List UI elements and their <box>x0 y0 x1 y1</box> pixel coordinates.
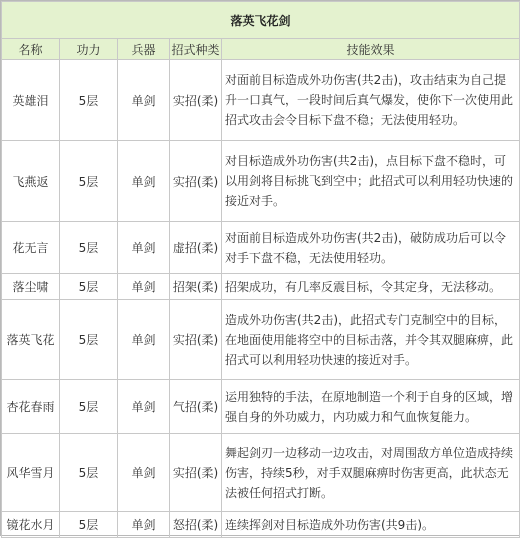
table-row <box>2 300 520 380</box>
table-row <box>2 380 520 434</box>
skill-effect: 对目标造成外功伤害(共2击)，点目标下盘不稳时，可以用剑将目标挑飞到空中；此招式可以利用轻功快速的接近对手。 <box>222 141 520 222</box>
skill-effect: 连续挥剑对目标造成外功伤害(共9击)。 <box>222 512 520 538</box>
skill-weapon: 单剑 <box>118 60 170 141</box>
skill-power: 5层 <box>60 141 118 222</box>
skill-power: 5层 <box>60 434 118 512</box>
skill-weapon: 单剑 <box>118 222 170 274</box>
skill-type: 实招(柔) <box>170 434 222 512</box>
table-row <box>2 512 520 538</box>
skill-effect: 对面前目标造成外功伤害(共2击)，破防成功后可以令对手下盘不稳，无法使用轻功。 <box>222 222 520 274</box>
skill-power: 5层 <box>60 274 118 300</box>
skill-power: 5层 <box>60 512 118 538</box>
skill-weapon: 单剑 <box>118 380 170 434</box>
skill-weapon: 单剑 <box>118 512 170 538</box>
skill-type: 虚招(柔) <box>170 222 222 274</box>
header-effect: 技能效果 <box>222 39 520 60</box>
skill-type: 实招(柔) <box>170 300 222 380</box>
skill-power: 5层 <box>60 300 118 380</box>
skill-power: 5层 <box>60 60 118 141</box>
table-row <box>2 274 520 300</box>
skill-effect: 运用独特的手法，在原地制造一个利于自身的区域，增强自身的外功威力，内功威力和气血恢复能力。 <box>222 380 520 434</box>
skill-weapon: 单剑 <box>118 434 170 512</box>
skill-name: 杏花春雨 <box>2 380 60 434</box>
skill-name: 落英飞花 <box>2 300 60 380</box>
skill-type: 气招(柔) <box>170 380 222 434</box>
skill-name: 镜花水月 <box>2 512 60 538</box>
skill-name: 花无言 <box>2 222 60 274</box>
table-row <box>2 141 520 222</box>
header-type: 招式种类 <box>170 39 222 60</box>
header-weapon: 兵器 <box>118 39 170 60</box>
skill-effect: 招架成功，有几率反震目标，令其定身，无法移动。 <box>222 274 520 300</box>
skill-type: 实招(柔) <box>170 141 222 222</box>
skill-power: 5层 <box>60 222 118 274</box>
skill-type: 怒招(柔) <box>170 512 222 538</box>
header-power: 功力 <box>60 39 118 60</box>
header-name: 名称 <box>2 39 60 60</box>
skill-type: 实招(柔) <box>170 60 222 141</box>
skill-weapon: 单剑 <box>118 141 170 222</box>
skill-name: 英雄泪 <box>2 60 60 141</box>
table-header-row <box>2 39 520 60</box>
table-row <box>2 60 520 141</box>
skill-name: 飞燕返 <box>2 141 60 222</box>
skill-name: 落尘啸 <box>2 274 60 300</box>
skill-power: 5层 <box>60 380 118 434</box>
skill-table <box>1 1 520 538</box>
skill-type: 招架(柔) <box>170 274 222 300</box>
table-title-row <box>2 2 520 39</box>
skill-name: 风华雪月 <box>2 434 60 512</box>
skill-effect: 舞起剑刃一边移动一边攻击，对周围敌方单位造成持续伤害，持续5秒，对手双腿麻痹时伤害更高，此状态无法被任何招式打断。 <box>222 434 520 512</box>
table-row <box>2 434 520 512</box>
table-row <box>2 222 520 274</box>
skill-weapon: 单剑 <box>118 300 170 380</box>
table-title: 落英飞花剑 <box>2 2 520 39</box>
skill-effect: 造成外功伤害(共2击)，此招式专门克制空中的目标，在地面使用能将空中的目标击落，并令其双腿麻痹，此招式可以利用轻功快速的接近对手。 <box>222 300 520 380</box>
skill-weapon: 单剑 <box>118 274 170 300</box>
skill-effect: 对面前目标造成外功伤害(共2击)，攻击结束为自己提升一口真气，一段时间后真气爆发，使你下一次使用此招式攻击会令目标下盘不稳；无法使用轻功。 <box>222 60 520 141</box>
